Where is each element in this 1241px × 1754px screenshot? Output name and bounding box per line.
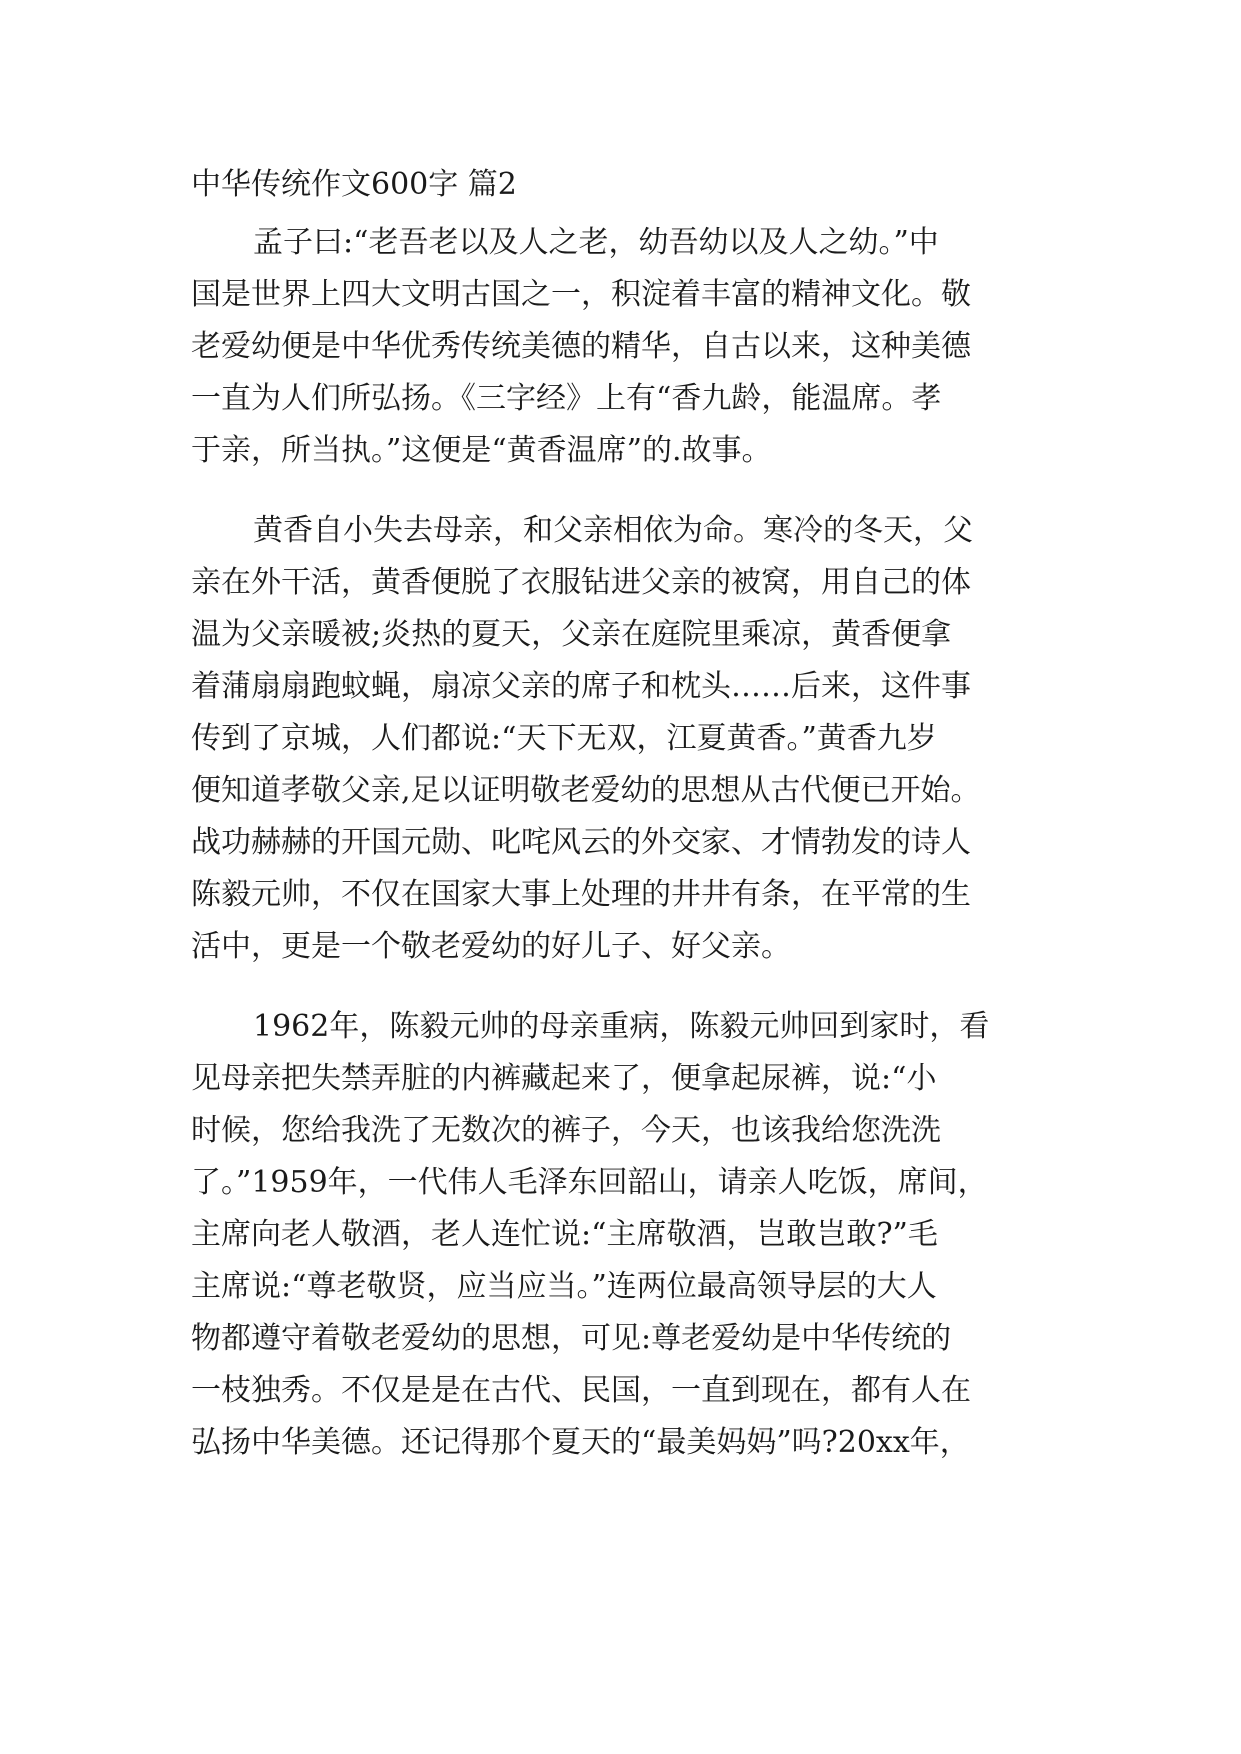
paragraph-line: 传到了京城，人们都说:“天下无双，江夏黄香。”黄香九岁 (191, 721, 937, 756)
paragraph-line: 弘扬中华美德。还记得那个夏天的“最美妈妈”吗?20xx年， (191, 1425, 970, 1460)
paragraph-line: 主席说:“尊老敬贤，应当应当。”连两位最高领导层的大人 (191, 1269, 937, 1304)
paragraph-line: 物都遵守着敬老爱幼的思想，可见:尊老爱幼是中华传统的 (191, 1321, 952, 1356)
paragraph-line: 着蒲扇扇跑蚊蝇，扇凉父亲的席子和枕头……后来，这件事 (191, 669, 971, 704)
paragraph-line: 温为父亲暖被;炎热的夏天，父亲在庭院里乘凉，黄香便拿 (191, 617, 952, 652)
paragraph-line: 一枝独秀。不仅是是在古代、民国，一直到现在，都有人在 (191, 1373, 971, 1408)
paragraph-line: 1962年，陈毅元帅的母亲重病，陈毅元帅回到家时，看 (253, 1009, 990, 1044)
paragraph-line: 孟子曰:“老吾老以及人之老，幼吾幼以及人之幼。”中 (253, 225, 939, 260)
paragraph-line: 见母亲把失禁弄脏的内裤藏起来了，便拿起尿裤，说:“小 (191, 1061, 937, 1096)
paragraph-line: 于亲，所当执。”这便是“黄香温席”的.故事。 (191, 433, 772, 468)
paragraph-line: 主席向老人敬酒，老人连忙说:“主席敬酒，岂敢岂敢?”毛 (191, 1217, 938, 1252)
paragraph-line: 一直为人们所弘扬。《三字经》上有“香九龄，能温席。孝 (191, 381, 942, 416)
paragraph-line: 便知道孝敬父亲,足以证明敬老爱幼的思想从古代便已开始。 (191, 773, 981, 808)
paragraph-line: 黄香自小失去母亲，和父亲相依为命。寒冷的冬天，父 (253, 513, 973, 548)
paragraph-line: 亲在外干活，黄香便脱了衣服钻进父亲的被窝，用自己的体 (191, 565, 971, 600)
paragraph-line: 时候，您给我洗了无数次的裤子，今天，也该我给您洗洗 (191, 1113, 941, 1148)
paragraph-line: 战功赫赫的开国元勋、叱咤风云的外交家、才情勃发的诗人 (191, 825, 971, 860)
paragraph-line: 活中，更是一个敬老爱幼的好儿子、好父亲。 (191, 929, 791, 964)
paragraph-line: 陈毅元帅，不仅在国家大事上处理的井井有条，在平常的生 (191, 877, 971, 912)
paragraph-line: 国是世界上四大文明古国之一，积淀着丰富的精神文化。敬 (191, 277, 971, 312)
paragraph-line: 老爱幼便是中华优秀传统美德的精华，自古以来，这种美德 (191, 329, 971, 364)
paragraph-line: 了。”1959年，一代伟人毛泽东回韶山，请亲人吃饭，席间， (191, 1165, 988, 1200)
document-heading: 中华传统作文600字 篇2 (191, 167, 517, 202)
